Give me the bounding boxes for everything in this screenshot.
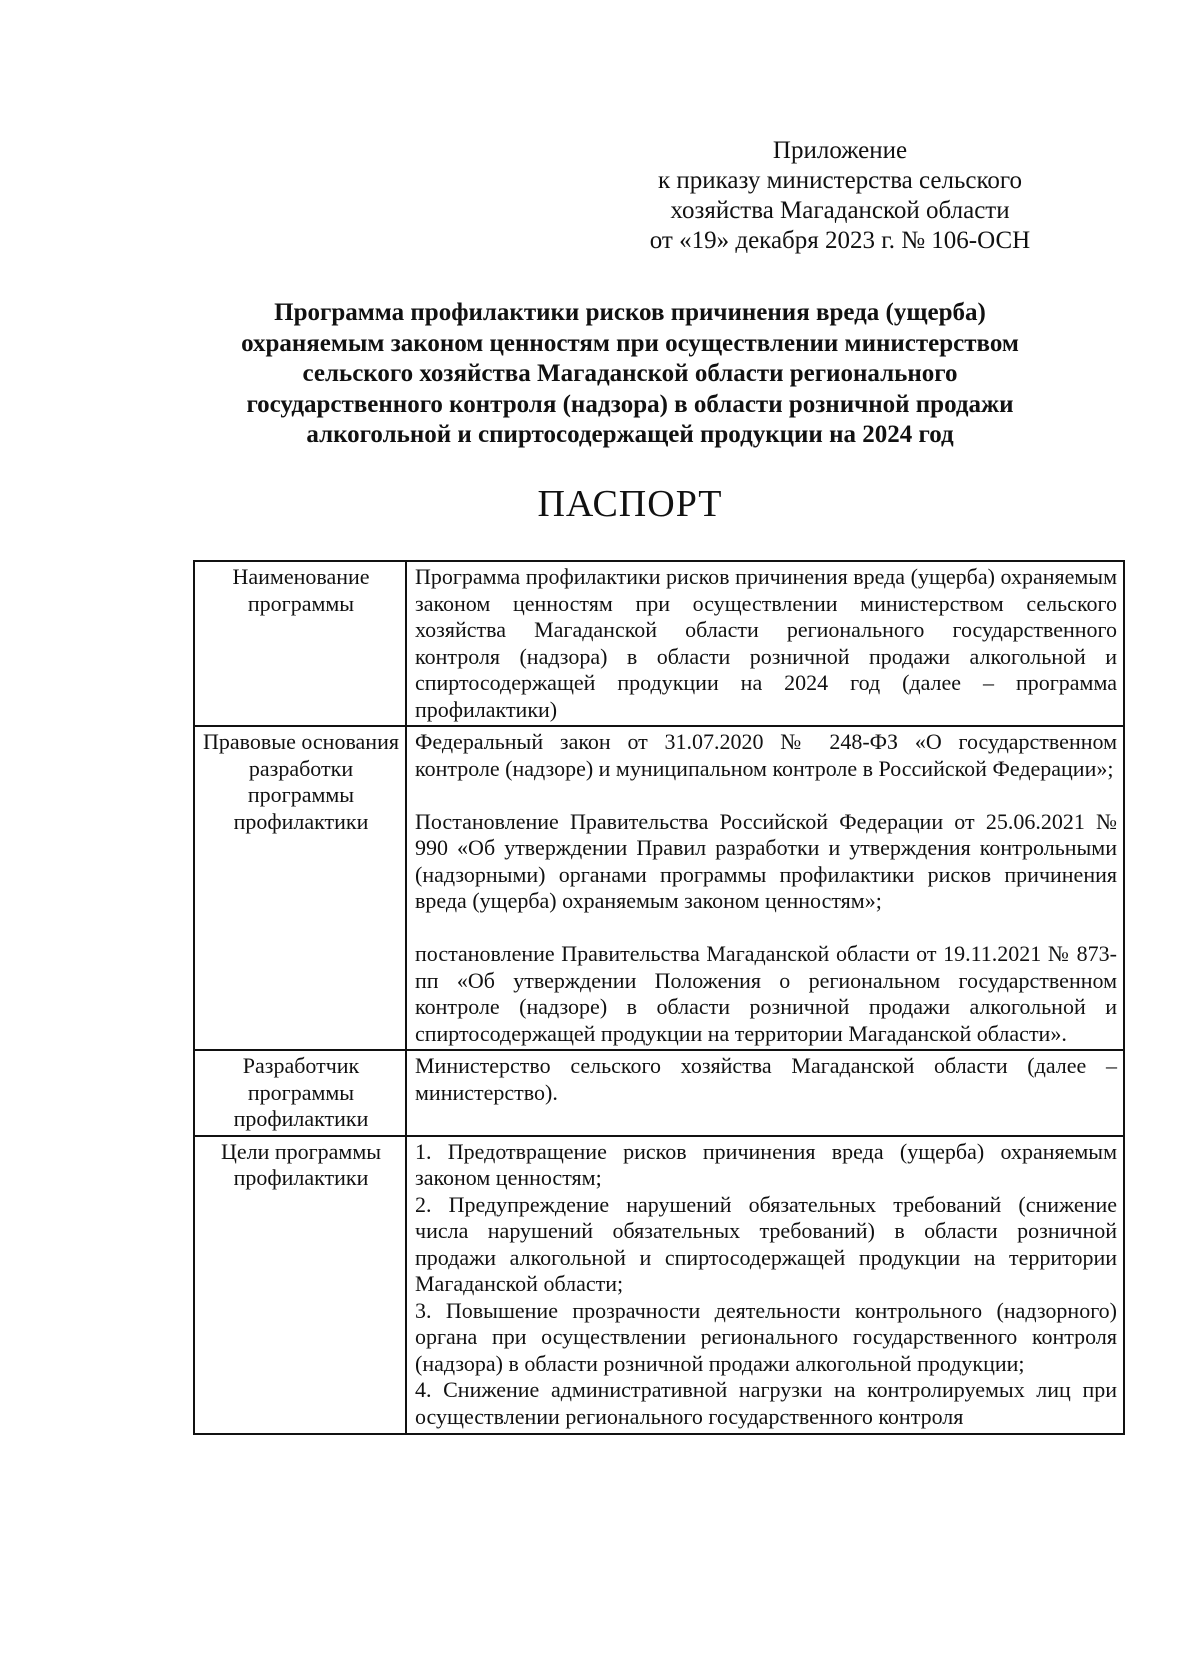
title-line-3: сельского хозяйства Магаданской области регионального xyxy=(302,360,958,387)
legal-basis-item: постановление Правительства Магаданской области от 19.11.2021 № 873-пп «Об утверждении Положения о региональном государственном контроле (надзоре) в области розничной продажи алкогольной и спиртосодержащей продукции на территории Магаданской области». xyxy=(415,941,1117,1046)
table-row xyxy=(194,561,1124,726)
legal-basis-item: Постановление Правительства Российской Федерации от 25.06.2021 № 990 «Об утверждении Правил разработки и утверждения контрольными (надзорными) органами программы профилактики рисков причинения вреда (ущерба) охраняемым законом ценностям»; xyxy=(415,808,1117,913)
appendix-block xyxy=(620,136,1060,256)
row-label: Цели программы профилактики xyxy=(194,1136,406,1435)
title-line-1: Программа профилактики рисков причинения вреда (ущерба) xyxy=(274,299,986,326)
row-content xyxy=(406,726,1124,1050)
goal-item: 4. Снижение административной нагрузки на контролируемых лиц при осуществлении регионального государственного контроля xyxy=(415,1377,1117,1429)
appendix-line-2: к приказу министерства сельского xyxy=(657,167,1022,194)
row-content xyxy=(406,1136,1124,1435)
goal-item: 2. Предупреждение нарушений обязательных требований (снижение числа нарушений обязательных требований) в области розничной продажи алкогольной и спиртосодержащей продукции на территории Магаданской области; xyxy=(415,1191,1117,1296)
program-name-text: Программа профилактики рисков причинения вреда (ущерба) охраняемым законом ценностям при осуществлении министерством сельского хозяйства Магаданской области регионального государственного контроля (надзора) в области розничной продажи алкогольной и спиртосодержащей продукции на 2024 год (далее – программа профилактики) xyxy=(415,564,1117,722)
document-title xyxy=(190,298,1070,451)
passport-heading: ПАСПОРТ xyxy=(537,483,723,525)
developer-text: Министерство сельского хозяйства Магаданской области (далее – министерство). xyxy=(415,1053,1117,1105)
row-label: Правовые основания разработки программы профилактики xyxy=(194,726,406,1050)
table-row xyxy=(194,1050,1124,1136)
goal-item-truncated xyxy=(415,1377,1117,1431)
passport-table xyxy=(193,560,1125,1435)
title-line-2: охраняемым законом ценностям при осуществлении министерством xyxy=(241,329,1019,357)
table-row xyxy=(194,726,1124,1050)
goal-item: 3. Повышение прозрачности деятельности контрольного (надзорного) органа при осуществлении регионального государственного контроля (надзора) в области розничной продажи алкогольной продукции; xyxy=(415,1297,1117,1376)
appendix-line-4: от «19» декабря 2023 г. № 106-ОСН xyxy=(649,227,1031,254)
table-row xyxy=(194,1136,1124,1435)
row-content xyxy=(406,561,1124,726)
row-label: Разработчик программы профилактики xyxy=(194,1050,406,1136)
goal-item: 1. Предотвращение рисков причинения вреда (ущерба) охраняемым законом ценностям; xyxy=(415,1138,1117,1190)
row-content xyxy=(406,1050,1124,1136)
title-line-5: алкогольной и спиртосодержащей продукции на 2024 год xyxy=(306,421,954,448)
appendix-line-3: хозяйства Магаданской области xyxy=(670,197,1010,224)
legal-basis-item: Федеральный закон от 31.07.2020 № 248-ФЗ «О государственном контроле (надзоре) и муниципальном контроле в Российской Федерации»; xyxy=(415,729,1117,781)
row-label: Наименование программы xyxy=(194,561,406,726)
title-line-4: государственного контроля (надзора) в области розничной продажи xyxy=(246,390,1014,418)
appendix-line-1: Приложение xyxy=(772,137,908,164)
